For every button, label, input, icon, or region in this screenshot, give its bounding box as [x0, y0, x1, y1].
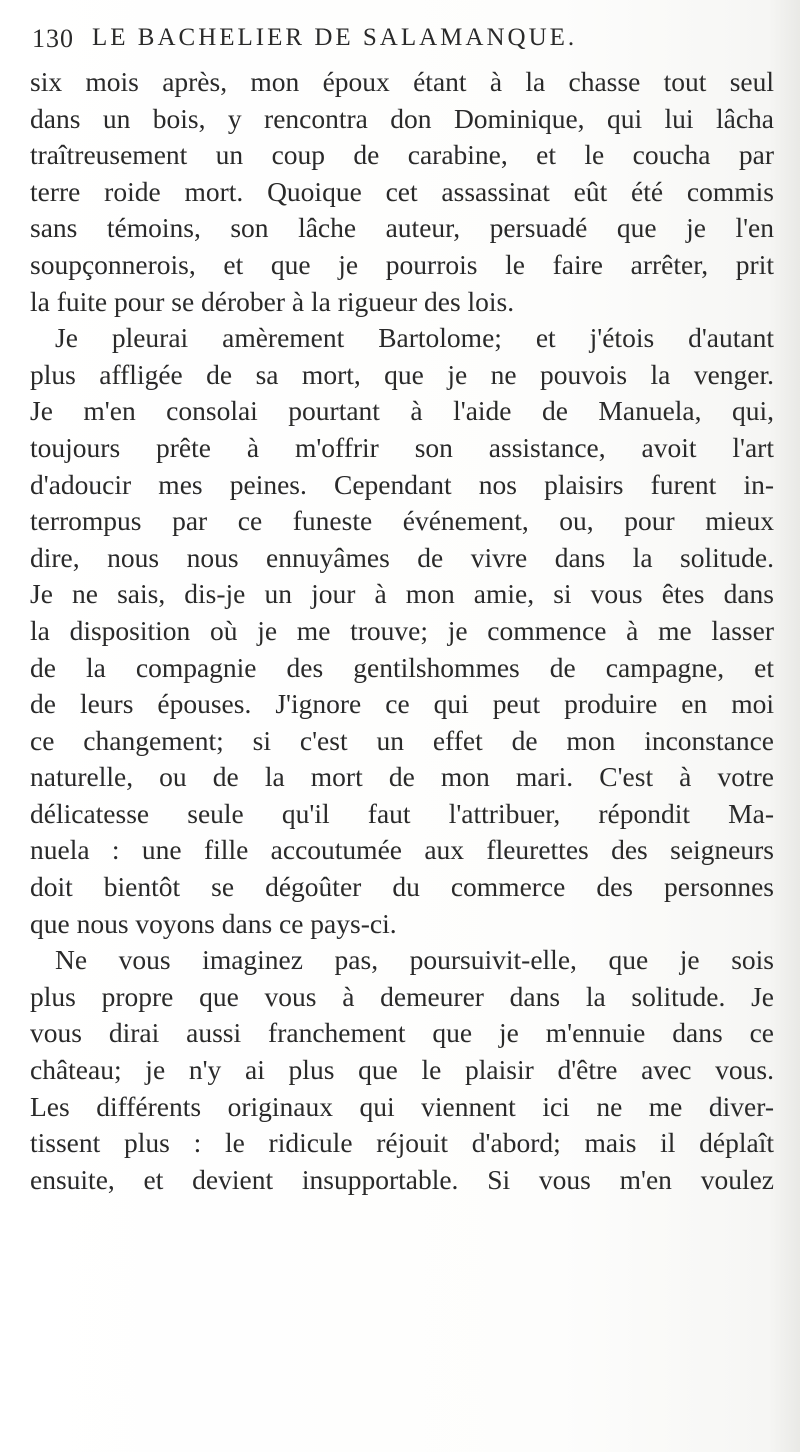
text-line: la disposition où je me trouve; je commence à me lasser — [30, 614, 774, 646]
text-line: tissent plus : le ridicule réjouit d'abord; mais il déplaît — [30, 1127, 774, 1159]
text-line: terre roide mort. Quoique cet assassinat eût été commis — [30, 175, 774, 207]
text-line: doit bientôt se dégoûter du commerce des personnes — [30, 871, 774, 903]
text-line: six mois après, mon époux étant à la chasse tout seul — [30, 66, 774, 97]
text-line: ensuite, et devient insupportable. Si vous m'en voulez — [30, 1163, 774, 1195]
text-line: plus propre que vous à demeurer dans la solitude. Je — [30, 980, 774, 1012]
text-line: Je pleurai amèrement Bartolome; et j'étois d'autant — [55, 322, 774, 354]
body-text — [30, 64, 774, 1198]
text-line: naturelle, ou de la mort de mon mari. C'est à votre — [30, 761, 774, 793]
text-line: de la compagnie des gentilshommes de campagne, et — [30, 651, 774, 683]
text-line: dire, nous nous ennuyâmes de vivre dans la solitude. — [30, 541, 774, 573]
text-line: sans témoins, son lâche auteur, persuadé que je l'en — [30, 212, 774, 244]
text-line: que nous voyons dans ce pays-ci. — [30, 907, 397, 939]
text-line: traîtreusement un coup de carabine, et le coucha par — [30, 139, 774, 171]
text-line: nuela : une fille accoutumée aux fleurettes des seigneurs — [30, 834, 774, 866]
text-line: Ne vous imaginez pas, poursuivit-elle, que je sois — [55, 944, 774, 976]
page-header — [32, 24, 752, 56]
text-line: dans un bois, y rencontra don Dominique, qui lui lâcha — [30, 102, 774, 134]
text-line: plus affligée de sa mort, que je ne pouvois la venger. — [30, 358, 774, 390]
text-line: délicatesse seule qu'il faut l'attribuer, répondit Ma- — [30, 797, 774, 829]
text-line: la fuite pour se dérober à la rigueur des lois. — [30, 285, 515, 317]
text-line: Les différents originaux qui viennent ici ne me diver- — [30, 1090, 774, 1122]
text-line: vous dirai aussi franchement que je m'ennuie dans ce — [30, 1017, 774, 1049]
text-line: Je m'en consolai pourtant à l'aide de Manuela, qui, — [30, 395, 774, 427]
running-title: LE BACHELIER DE SALAMANQUE. — [92, 24, 578, 51]
text-line: château; je n'y ai plus que le plaisir d'être avec vous. — [30, 1054, 774, 1086]
page-number: 130 — [32, 24, 74, 53]
text-line: ce changement; si c'est un effet de mon inconstance — [30, 724, 774, 756]
text-line: d'adoucir mes peines. Cependant nos plaisirs furent in- — [30, 468, 774, 500]
text-line: Je ne sais, dis-je un jour à mon amie, si vous êtes dans — [30, 578, 774, 610]
text-line: soupçonnerois, et que je pourrois le faire arrêter, prit — [30, 248, 774, 280]
text-line: toujours prête à m'offrir son assistance, avoit l'art — [30, 431, 774, 463]
text-line: terrompus par ce funeste événement, ou, pour mieux — [30, 505, 774, 537]
text-line: de leurs épouses. J'ignore ce qui peut produire en moi — [30, 688, 774, 720]
